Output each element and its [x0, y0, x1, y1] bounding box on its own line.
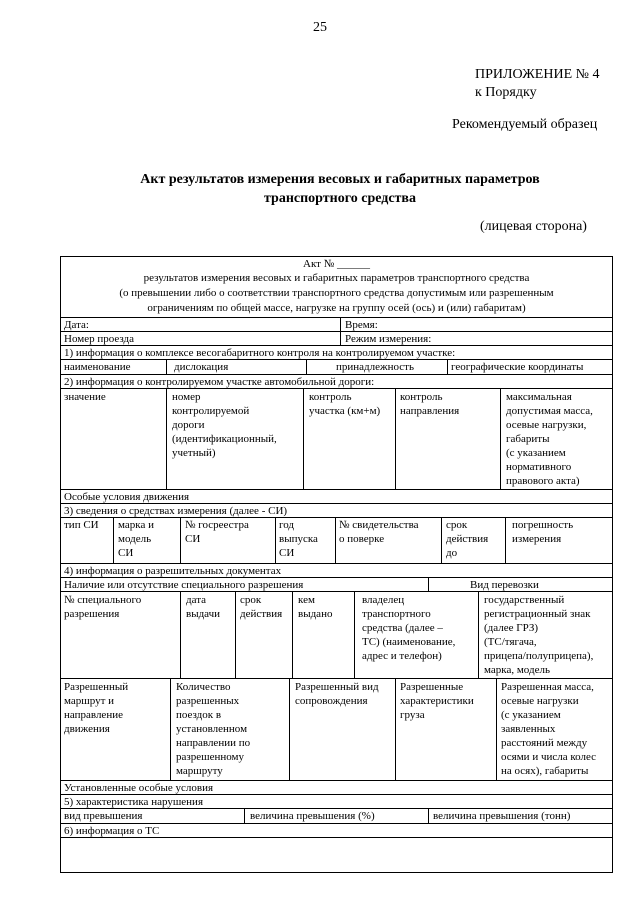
column-divider — [496, 678, 497, 780]
s3-col-registry: № госреестра СИ — [185, 519, 249, 545]
row-divider — [60, 317, 613, 318]
s5-col-percent: величина превышения (%) — [250, 810, 375, 822]
column-divider — [244, 808, 245, 823]
s4-col-cargo: Разрешенные характеристики груза — [400, 681, 474, 721]
s3-col-validity: срок действия до — [446, 519, 489, 559]
section-3-heading: 3) сведения о средствах измерения (далее - СИ) — [64, 505, 288, 517]
column-divider — [478, 591, 479, 678]
s3-col-type: тип СИ — [64, 519, 99, 531]
s4-col-permitted-mass: Разрешенная масса, осевые нагрузки (с указанием заявленных расстояний между осями и числа колес на осях), габариты — [501, 681, 597, 777]
column-divider — [505, 517, 506, 563]
column-divider — [275, 517, 276, 563]
title-line-2: транспортного средства — [264, 191, 416, 206]
section-2-heading: 2) информация о контролируемом участке автомобильной дороги: — [64, 376, 375, 388]
column-divider — [335, 517, 336, 563]
pass-number-label: Номер проезда — [64, 333, 134, 345]
column-divider — [292, 591, 293, 678]
s4-col-issue-date: дата выдачи — [186, 594, 221, 620]
s3-col-error: погрешность измерения — [512, 519, 574, 545]
s1-col-ownership: принадлежность — [336, 361, 414, 373]
section-1-heading: 1) информация о комплексе весогабаритного контроля на контролируемом участке: — [64, 347, 456, 359]
time-label: Время: — [345, 319, 378, 331]
column-divider — [113, 517, 114, 563]
s2-col-section-control: контроль участка (км+м) — [309, 391, 381, 417]
s2-col-direction-control: контроль направления — [400, 391, 460, 417]
s1-col-coordinates: географические координаты — [451, 361, 584, 373]
section-5-heading: 5) характеристика нарушения — [64, 796, 204, 808]
appendix-reference: к Порядку — [475, 85, 537, 100]
act-header-line-2: (о превышении либо о соответствии транспортного средства допустимым или разрешенным — [119, 287, 554, 299]
column-divider — [395, 678, 396, 780]
column-divider — [180, 517, 181, 563]
s4-col-permit-number: № специального разрешения — [64, 594, 142, 620]
s4-col-validity: срок действия — [240, 594, 283, 620]
s1-col-name: наименование — [64, 361, 131, 373]
recommended-sample: Рекомендуемый образец — [452, 117, 598, 132]
mode-label: Режим измерения: — [345, 333, 432, 345]
column-divider — [395, 388, 396, 489]
established-conditions-label: Установленные особые условия — [64, 782, 214, 794]
column-divider — [340, 317, 341, 345]
column-divider — [170, 678, 171, 780]
row-divider — [60, 678, 613, 679]
special-conditions-label: Особые условия движения — [64, 491, 190, 503]
s4-col-trips: Количество разрешенных поездок в установленном направлении по разрешенному маршруту — [176, 681, 251, 777]
act-number: Акт № ______ — [303, 258, 370, 270]
column-divider — [441, 517, 442, 563]
s5-col-type: вид превышения — [64, 810, 143, 822]
s4-col-owner: владелец транспортного средства (далее – ТС) (наименование, адрес и телефон) — [362, 594, 456, 662]
page-number: 25 — [313, 20, 327, 35]
transport-type-label: Вид перевозки — [470, 579, 539, 591]
s4-col-route: Разрешенный маршрут и направление движения — [64, 681, 129, 735]
column-divider — [303, 388, 304, 489]
column-divider — [235, 591, 236, 678]
column-divider — [166, 359, 167, 374]
column-divider — [428, 808, 429, 823]
s3-col-certificate: № свидетельства о поверке — [339, 519, 419, 545]
s3-col-brand-model: марка и модель СИ — [118, 519, 154, 559]
section-6-heading: 6) информация о ТС — [64, 825, 160, 837]
permit-presence-label: Наличие или отсутствие специального разрешения — [64, 579, 304, 591]
appendix-number: ПРИЛОЖЕНИЕ № 4 — [475, 67, 600, 82]
s4-col-issued-by: кем выдано — [298, 594, 333, 620]
act-header-line-3: ограничениям по общей массе, нагрузке на группу осей (ось) и (или) габаритам) — [147, 302, 526, 314]
column-divider — [428, 577, 429, 591]
column-divider — [289, 678, 290, 780]
column-divider — [306, 359, 307, 374]
s1-col-location: дислокация — [174, 361, 229, 373]
date-label: Дата: — [64, 319, 89, 331]
column-divider — [180, 591, 181, 678]
column-divider — [354, 591, 355, 678]
s3-col-year: год выпуска СИ — [279, 519, 318, 559]
side-label: (лицевая сторона) — [480, 219, 587, 234]
section-4-heading: 4) информация о разрешительных документах — [64, 565, 282, 577]
column-divider — [500, 388, 501, 489]
row-divider — [60, 331, 613, 332]
column-divider — [166, 388, 167, 489]
s2-col-road-number: номер контролируемой дороги (идентификационный, учетный) — [172, 391, 277, 459]
column-divider — [447, 359, 448, 374]
s4-col-plate: государственный регистрационный знак (далее ГРЗ) (ТС/тягача, прицепа/полуприцепа), марка, модель — [484, 594, 594, 676]
s2-col-max-mass: максимальная допустимая масса, осевые нагрузки, габариты (с указанием нормативного правового акта) — [506, 391, 593, 487]
s4-col-escort: Разрешенный вид сопровождения — [295, 681, 379, 707]
act-header-line-1: результатов измерения весовых и габаритных параметров транспортного средства — [143, 272, 530, 284]
s2-col-value: значение — [64, 391, 106, 403]
s5-col-tons: величина превышения (тонн) — [433, 810, 571, 822]
document-title — [60, 170, 620, 208]
title-line-1: Акт результатов измерения весовых и габаритных параметров — [140, 172, 540, 187]
